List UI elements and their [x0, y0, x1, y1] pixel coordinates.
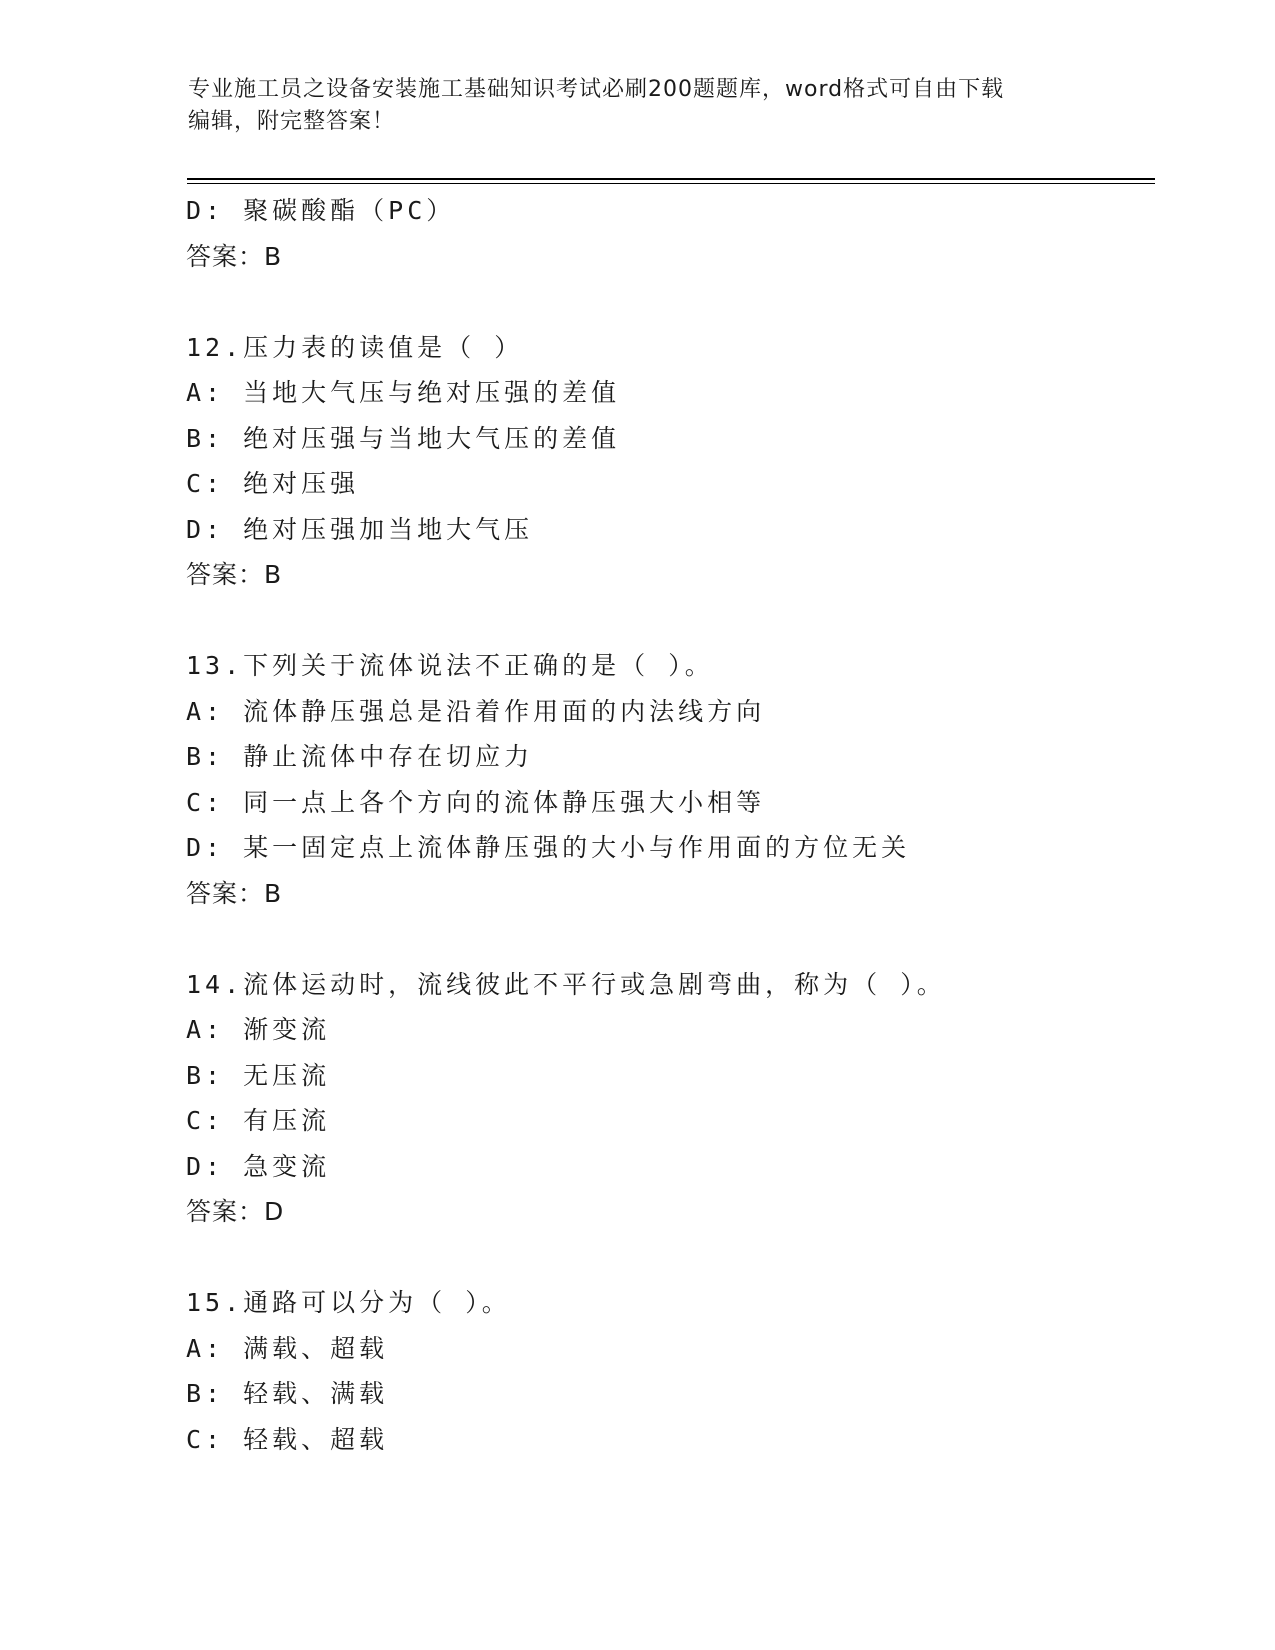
option-b: B: 绝对压强与当地大气压的差值 — [186, 423, 621, 453]
question-12 — [186, 325, 1146, 598]
question-stem: 14.流体运动时，流线彼此不平行或急剧弯曲，称为（ ）。 — [186, 969, 946, 999]
option-c: C: 绝对压强 — [186, 469, 360, 498]
question-14 — [186, 962, 1146, 1235]
option-c: C: 同一点上各个方向的流体静压强大小相等 — [186, 787, 766, 817]
option-c: C: 有压流 — [186, 1106, 331, 1135]
question-15 — [186, 1280, 1146, 1462]
option-d: D: 某一固定点上流体静压强的大小与作用面的方位无关 — [186, 833, 911, 862]
answer-line: 答案：D — [186, 1197, 285, 1226]
option-a: A: 当地大气压与绝对压强的差值 — [186, 378, 621, 407]
question-stem: 13.下列关于流体说法不正确的是（ ）。 — [186, 651, 714, 680]
question-13 — [186, 643, 1146, 916]
carry-over-block — [186, 188, 1146, 279]
header-divider-thin — [187, 183, 1155, 184]
question-stem: 15.通路可以分为（ ）。 — [186, 1288, 511, 1317]
option-a: A: 渐变流 — [186, 1015, 331, 1044]
header-title-line-2: 编辑，附完整答案！ — [188, 109, 396, 134]
header-divider-thick — [187, 178, 1155, 180]
option-d: D: 聚碳酸酯（PC） — [186, 196, 456, 225]
option-b: B: 静止流体中存在切应力 — [186, 742, 534, 771]
question-stem: 12.压力表的读值是（ ） — [186, 332, 524, 362]
answer-line: 答案：B — [186, 241, 283, 271]
header-title-line-1: 专业施工员之设备安装施工基础知识考试必刷200题题库，word格式可自由下载 — [188, 77, 1005, 102]
answer-line: 答案：B — [186, 560, 283, 589]
option-d: D: 绝对压强加当地大气压 — [186, 514, 534, 544]
option-a: A: 流体静压强总是沿着作用面的内法线方向 — [186, 696, 766, 726]
answer-line: 答案：B — [186, 878, 283, 908]
option-b: B: 轻载、满载 — [186, 1379, 389, 1408]
option-a: A: 满载、超载 — [186, 1333, 389, 1363]
option-c: C: 轻载、超载 — [186, 1424, 389, 1454]
document-header — [188, 74, 1088, 138]
option-d: D: 急变流 — [186, 1151, 331, 1181]
question-list — [186, 188, 1146, 1462]
option-b: B: 无压流 — [186, 1060, 331, 1090]
